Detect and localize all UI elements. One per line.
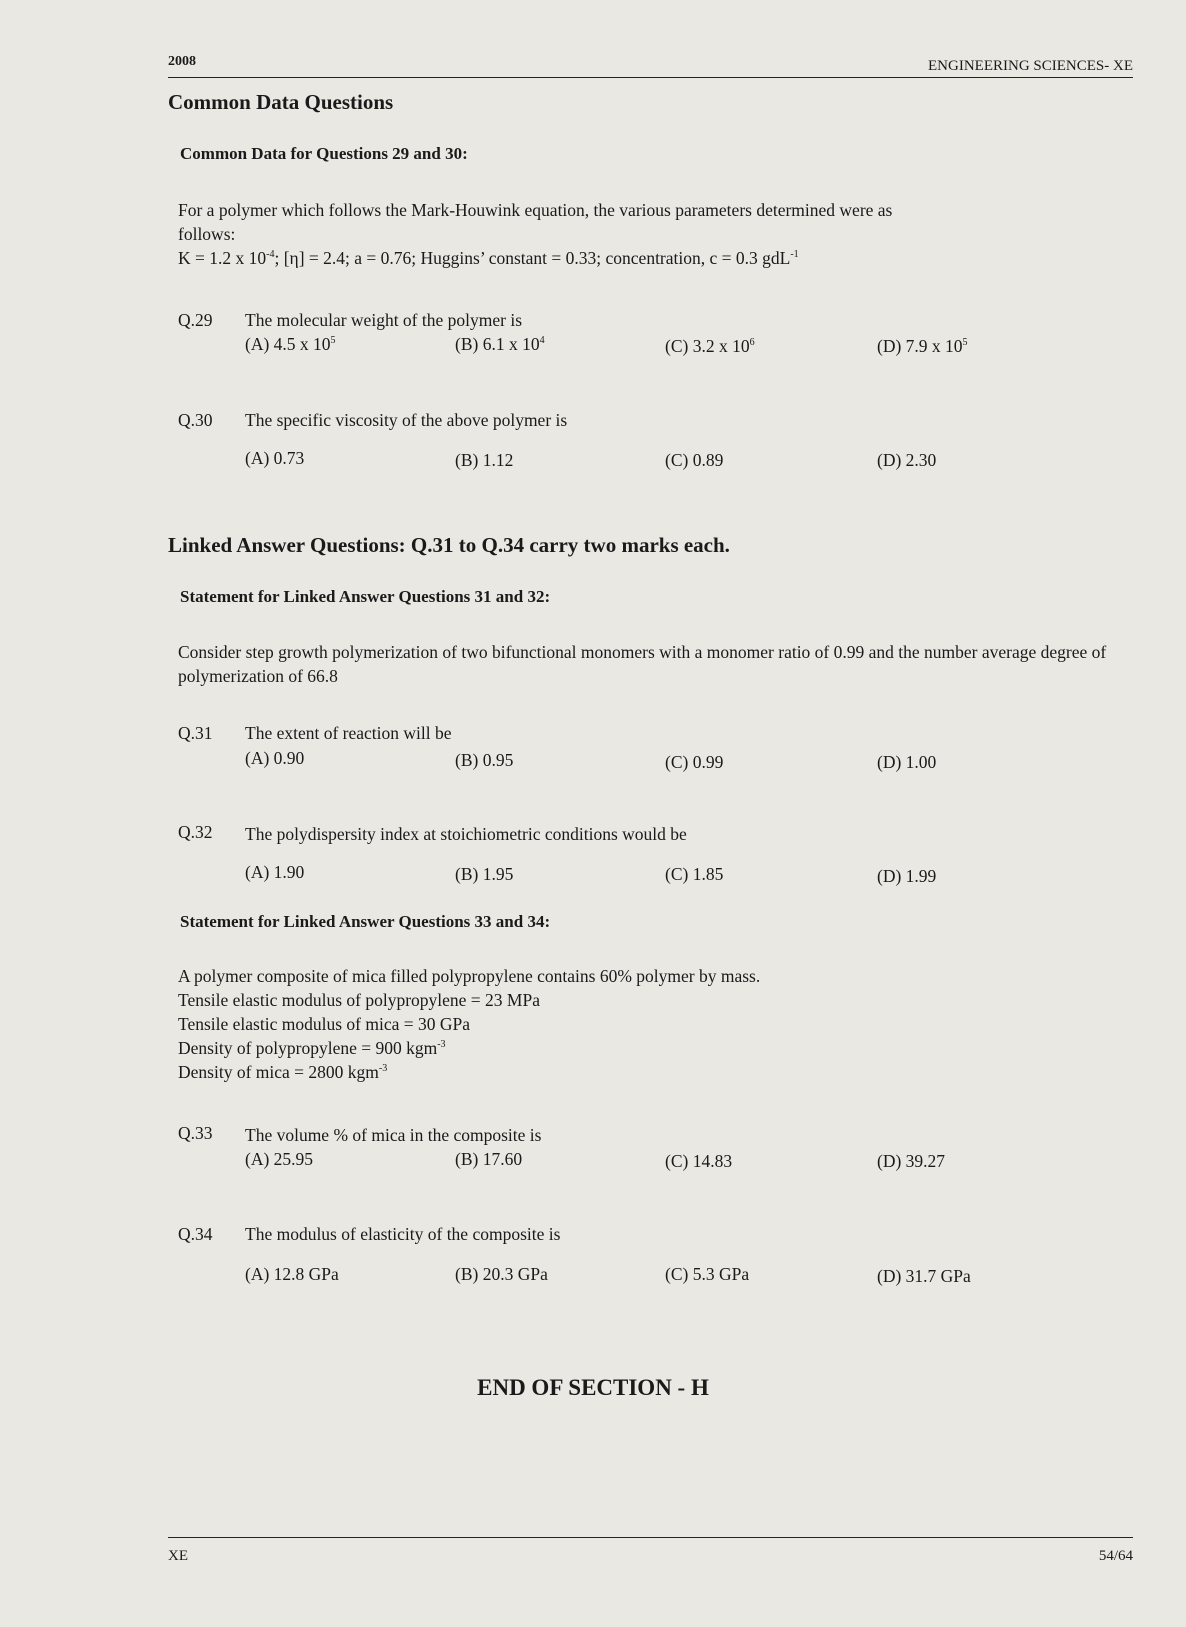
header-divider bbox=[168, 77, 1133, 78]
footer-divider bbox=[168, 1537, 1133, 1538]
statement-31-32-text: Consider step growth polymerization of two bifunctional monomers with a monomer ratio of 0.99 and the number average degree of polymerization of 66.8 bbox=[178, 642, 1107, 686]
header-subject: ENGINEERING SCIENCES- XE bbox=[928, 58, 1133, 74]
q33-number: Q.33 bbox=[178, 1123, 213, 1143]
statement-line-2: Tensile elastic modulus of polypropylene = 23 MPa bbox=[178, 990, 540, 1010]
q29-option-b[interactable]: (B) 6.1 x $10^4$ bbox=[455, 334, 545, 354]
q30-option-d[interactable]: (D) 2.30 bbox=[877, 450, 937, 470]
q34-option-a[interactable]: (A) 12.8 GPa bbox=[245, 1264, 339, 1284]
footer-page-number: 54/64 bbox=[1098, 1548, 1133, 1564]
density-mica: Density of mica = 2800 kgm$^{-3}$ bbox=[178, 1062, 388, 1082]
q34-option-b[interactable]: (B) 20.3 GPa bbox=[455, 1264, 548, 1284]
common-data-subheading: Common Data for Questions 29 and 30: bbox=[180, 144, 468, 163]
q33-text: The volume % of mica in the composite is bbox=[245, 1125, 542, 1145]
footer-code: XE bbox=[168, 1548, 188, 1564]
common-data-heading: Common Data Questions bbox=[168, 90, 394, 114]
common-data-intro bbox=[178, 198, 1098, 270]
q32-option-d[interactable]: (D) 1.99 bbox=[877, 866, 937, 886]
q30-option-a[interactable]: (A) 0.73 bbox=[245, 448, 305, 468]
statement-31-32-heading: Statement for Linked Answer Questions 31 and 32: bbox=[180, 587, 551, 606]
param-c-exponent: -1 bbox=[790, 249, 799, 260]
q34-option-d[interactable]: (D) 31.7 GPa bbox=[877, 1266, 971, 1286]
q34-option-c[interactable]: (C) 5.3 GPa bbox=[665, 1264, 750, 1284]
param-k: K = 1.2 x 10 bbox=[178, 248, 267, 268]
intro-line-2: follows: bbox=[178, 224, 236, 244]
statement-line-1: A polymer composite of mica filled polypropylene contains 60% polymer by mass. bbox=[178, 966, 761, 986]
q31-option-d[interactable]: (D) 1.00 bbox=[877, 752, 937, 772]
q32-number: Q.32 bbox=[178, 822, 213, 842]
q33-option-a[interactable]: (A) 25.95 bbox=[245, 1149, 314, 1169]
linked-answer-heading: Linked Answer Questions: Q.31 to Q.34 carry two marks each. bbox=[168, 533, 730, 557]
q32-option-a[interactable]: (A) 1.90 bbox=[245, 862, 305, 882]
q29-option-d[interactable]: (D) 7.9 x $10^5$ bbox=[877, 336, 968, 356]
density-polypropylene: Density of polypropylene = 900 kgm$^{-3}$ bbox=[178, 1038, 446, 1058]
q32-option-b[interactable]: (B) 1.95 bbox=[455, 864, 514, 884]
param-k-exponent: -4 bbox=[266, 249, 275, 260]
q31-text: The extent of reaction will be bbox=[245, 723, 452, 743]
statement-33-34-heading: Statement for Linked Answer Questions 33 and 34: bbox=[180, 912, 551, 931]
q34-number: Q.34 bbox=[178, 1224, 213, 1244]
q29-option-c[interactable]: (C) 3.2 x $10^6$ bbox=[665, 336, 755, 356]
statement-line-3: Tensile elastic modulus of mica = 30 GPa bbox=[178, 1014, 470, 1034]
q31-number: Q.31 bbox=[178, 723, 213, 743]
q32-text: The polydispersity index at stoichiometric conditions would be bbox=[245, 824, 687, 844]
q29-number: Q.29 bbox=[178, 310, 213, 330]
q30-option-c[interactable]: (C) 0.89 bbox=[665, 450, 724, 470]
header-year: 2008 bbox=[168, 54, 196, 69]
q31-option-a[interactable]: (A) 0.90 bbox=[245, 748, 305, 768]
q29-option-a[interactable]: (A) 4.5 x $10^5$ bbox=[245, 334, 336, 354]
q31-option-b[interactable]: (B) 0.95 bbox=[455, 750, 514, 770]
q33-option-c[interactable]: (C) 14.83 bbox=[665, 1151, 733, 1171]
q29-text: The molecular weight of the polymer is bbox=[245, 310, 523, 330]
q34-text: The modulus of elasticity of the composite is bbox=[245, 1224, 561, 1244]
q30-text: The specific viscosity of the above polymer is bbox=[245, 410, 568, 430]
statement-33-34-text bbox=[178, 964, 1098, 1084]
q33-option-b[interactable]: (B) 17.60 bbox=[455, 1149, 523, 1169]
param-rest: ; [η] = 2.4; a = 0.76; Huggins’ constant = 0.33; concentration, c = 0.3 gdL bbox=[274, 248, 791, 268]
q32-option-c[interactable]: (C) 1.85 bbox=[665, 864, 724, 884]
q30-number: Q.30 bbox=[178, 410, 213, 430]
q31-option-c[interactable]: (C) 0.99 bbox=[665, 752, 724, 772]
q30-option-b[interactable]: (B) 1.12 bbox=[455, 450, 514, 470]
end-of-section: END OF SECTION - H bbox=[477, 1375, 709, 1400]
parameter-line bbox=[178, 246, 1098, 270]
q33-option-d[interactable]: (D) 39.27 bbox=[877, 1151, 946, 1171]
intro-line-1: For a polymer which follows the Mark-Houwink equation, the various parameters determined were as bbox=[178, 200, 893, 220]
